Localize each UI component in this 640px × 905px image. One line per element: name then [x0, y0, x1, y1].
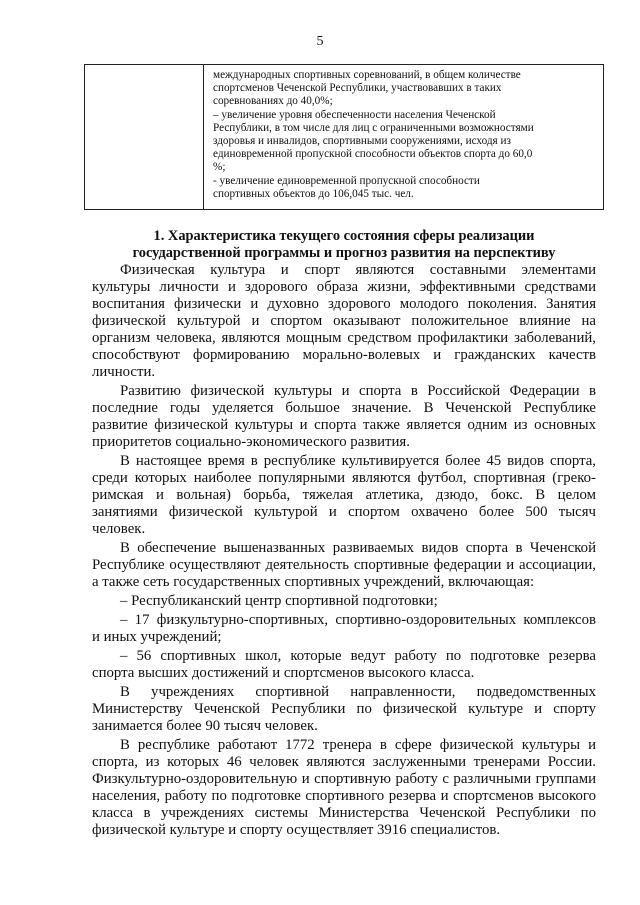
- list-item: [92, 612, 596, 646]
- text-line: культуры личности и здорового образа жизни, эффективными средствами: [92, 279, 596, 295]
- text-line: – Республиканский центр спортивной подготовки;: [120, 593, 438, 609]
- text-line: а также сеть государственных спортивных учреждений, включающая:: [92, 574, 535, 590]
- text-line: Республике осуществляют деятельность спортивные федерации и ассоциации,: [92, 557, 596, 573]
- list-item: [92, 593, 596, 610]
- table-line: %;: [213, 161, 226, 174]
- text-line: Развитию физической культуры и спорта в Российской Федерации в: [120, 383, 596, 399]
- text-line: занимается более 90 тысяч человек.: [92, 718, 318, 734]
- table-line: международных спортивных соревнований, в общем количестве: [213, 69, 521, 81]
- text-line: приоритетов социально-экономического развития.: [92, 434, 410, 450]
- text-line: последние годы уделяется большое значение. В Чеченской Республике: [92, 400, 596, 416]
- paragraph: [92, 262, 596, 381]
- text-line: В настоящее время в республике культивируется более 45 видов спорта,: [120, 453, 596, 469]
- text-line: – 17 физкультурно-спортивных, спортивно-оздоровительных комплексов: [120, 612, 596, 628]
- paragraph: [92, 383, 596, 451]
- text-line: спорта, из которых 46 человек являются заслуженными тренерами России.: [92, 754, 596, 770]
- paragraph: [92, 737, 596, 839]
- text-line: среди которых наиболее популярными являются футбол, спортивная (греко-: [92, 470, 596, 486]
- page-number: 5: [316, 34, 324, 49]
- body-text: [92, 262, 596, 841]
- text-line: спорта высших достижений и спортсменов высокого класса.: [92, 665, 475, 681]
- text-line: и иных учреждений;: [92, 629, 222, 645]
- text-line: способствуют формированию морально-волевых и гражданских качеств: [92, 347, 596, 363]
- text-line: класса в учреждениях системы Министерства Чеченской Республики по: [92, 805, 596, 821]
- text-line: воспитания физически и духовно здорового молодого поколения. Занятия: [92, 296, 596, 312]
- table-column-divider: [203, 65, 204, 209]
- table-line: Республики, в том числе для лиц с ограниченными возможностями: [213, 121, 534, 134]
- text-line: В обеспечение вышеназванных развиваемых видов спорта в Чеченской: [120, 540, 596, 556]
- text-line: Физическая культура и спорт являются составными элементами: [120, 262, 596, 278]
- text-line: – 56 спортивных школ, которые ведут работу по подготовке резерва: [120, 648, 596, 664]
- text-line: Министерству Чеченской Республики по физической культуре и спорту: [92, 701, 596, 717]
- text-line: В республике работают 1772 тренера в сфере физической культуры и: [120, 737, 596, 753]
- section-heading-line: государственной программы и прогноз развития на перспективу: [132, 245, 556, 261]
- paragraph: [92, 453, 596, 538]
- text-line: В учреждениях спортивной направленности, подведомственных: [120, 684, 596, 700]
- text-line: человек.: [92, 521, 146, 537]
- table-line: единовременной пропускной способности объектов спорта до 60,0: [213, 148, 533, 161]
- table-line: спортивных объектов до 106,045 тыс. чел.: [213, 187, 414, 200]
- table-line: спортсменов Чеченской Республики, участвовавших в таких: [213, 82, 502, 95]
- section-heading: [84, 228, 604, 262]
- text-line: развитие физической культуры и спорта также является одним из основных: [92, 417, 596, 433]
- text-line: Физкультурно-оздоровительную и спортивную работу с различными группами: [92, 771, 596, 787]
- table-line: – увеличение уровня обеспеченности населения Чеченской: [213, 108, 496, 121]
- text-line: организм человека, являются мощным средством профилактики заболеваний,: [92, 330, 596, 346]
- goals-table-fragment: [84, 64, 604, 210]
- section-heading-line: 1. Характеристика текущего состояния сферы реализации: [153, 228, 535, 244]
- text-line: физической культурой и спортом оказывают положительное влияние на: [92, 313, 596, 329]
- table-line: соревнованиях до 40,0%;: [213, 95, 333, 108]
- text-line: населения, работу по подготовке спортивного резерва и спортсменов высокого: [92, 788, 596, 804]
- text-line: римская и вольная) борьба, тяжелая атлетика, дзюдо, бокс. В целом: [92, 487, 596, 503]
- paragraph: [92, 684, 596, 735]
- table-cell-indicators: [213, 69, 601, 201]
- table-line: - увеличение единовременной пропускной способности: [213, 174, 480, 187]
- paragraph: [92, 540, 596, 591]
- list-item: [92, 648, 596, 682]
- text-line: физической культуре и спорту осуществляет 3916 специалистов.: [92, 822, 501, 838]
- table-line: здоровья и инвалидов, спортивными сооружениями, исходя из: [213, 135, 511, 148]
- text-line: занятиями физической культурой и спортом охвачено более 500 тысяч: [92, 504, 596, 520]
- text-line: личности.: [92, 364, 156, 380]
